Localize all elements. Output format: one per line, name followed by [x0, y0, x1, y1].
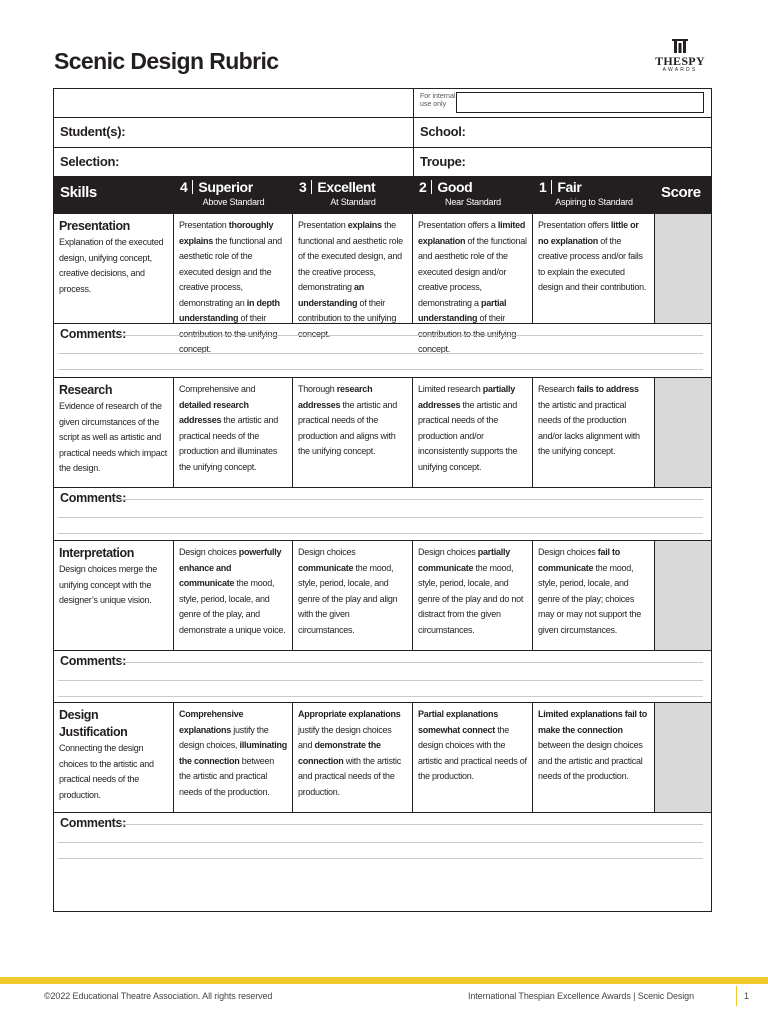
internal-row: [54, 89, 711, 118]
comments-design-justification[interactable]: [54, 812, 711, 911]
criteria-presentation-good: Presentation offers a limited explanation of the functional and aesthetic role of the executed design and/or creative process, demonstrating a partial understanding of their contribution to the unifying concept.: [418, 220, 527, 354]
comments-label: Comments:: [60, 816, 127, 830]
criteria-research-superior: Comprehensive and detailed research addresses the artistic and practical needs of the production and illuminates the unifying concept.: [179, 384, 279, 472]
selection-label: Selection:: [60, 154, 120, 169]
comments-research[interactable]: [54, 487, 711, 541]
criteria-presentation-excellent: Presentation explains the functional and aesthetic role of the executed design, and the creative process, demonstrating an understanding of their contribution to the unifying concept.: [298, 220, 403, 339]
footer-accent-bar: [0, 977, 768, 984]
criteria-presentation-superior: Presentation thoroughly explains the functional and aesthetic role of the executed design and the creative process, demonstrating an in depth understanding of their contribution to the unifying concept.: [179, 220, 282, 354]
skill-description: Evidence of research of the given circumstances of the script as well as artistic and practical needs which impact the design.: [59, 401, 168, 473]
skill-description: Connecting the design choices to the artistic and practical needs of the production.: [59, 743, 154, 800]
comments-presentation[interactable]: [54, 323, 711, 378]
criteria-interpretation-superior: Design choices powerfully enhance and communicate the mood, style, period, locale, and genre of the play, and demonstrate a unique voice.: [179, 547, 286, 635]
footer-separator: [736, 986, 737, 1006]
skill-description: Design choices merge the unifying concept with the designer’s unique vision.: [59, 564, 158, 605]
logo-subtitle: AWARDS: [662, 67, 698, 73]
criteria-design-justification-fair: Limited explanations fail to make the connection between the design choices and the artistic and practical needs of the production.: [538, 709, 648, 781]
level-header-excellent: 3 Excellent At Standard: [299, 179, 376, 207]
thespy-logo: [650, 38, 710, 80]
internal-use-field[interactable]: [456, 92, 704, 113]
logo-wordmark: THESPY: [655, 54, 705, 68]
comments-label: Comments:: [60, 327, 127, 341]
criteria-interpretation-fair: Design choices fail to communicate the mood, style, period, locale, and genre of the play; choices may or may not support the given circumstances.: [538, 547, 642, 635]
score-cell-interpretation[interactable]: [655, 541, 711, 650]
skill-name: Presentation: [59, 219, 130, 233]
skill-name: Interpretation: [59, 546, 134, 560]
criteria-research-good: Limited research partially addresses the artistic and practical needs of the production and/or inconsistently supports the unifying concept.: [418, 384, 518, 472]
column-header-bar: [54, 176, 711, 214]
criteria-research-fair: Research fails to address the artistic and practical needs of the production and/or lacks alignment with the unifying concept.: [538, 384, 640, 456]
skill-name: Research: [59, 383, 113, 397]
level-header-fair: 1 Fair Aspiring to Standard: [539, 179, 633, 207]
comments-label: Comments:: [60, 491, 127, 505]
criteria-design-justification-superior: Comprehensive explanations justify the design choices, illuminating the connection between the artistic and practical needs of the production.: [179, 709, 288, 797]
internal-use-label: For internal use only: [420, 93, 456, 108]
footer-copyright: ©2022 Educational Theatre Association. All rights reserved: [44, 991, 273, 1001]
criteria-interpretation-excellent: Design choices communicate the mood, style, period, locale, and genre of the play and align with the given circumstances.: [298, 547, 398, 635]
students-label: Student(s):: [60, 124, 126, 139]
rubric-table: [53, 88, 712, 912]
score-cell-presentation[interactable]: [655, 214, 711, 323]
skill-design-justification: [54, 703, 174, 812]
level-header-good: 2 Good Near Standard: [419, 179, 501, 207]
skill-description: Explanation of the executed design, unifying concept, creative decisions, and process.: [59, 237, 164, 294]
level-header-superior: 4 Superior Above Standard: [180, 179, 265, 207]
criteria-design-justification-excellent: Appropriate explanations justify the design choices and demonstrate the connection with the artistic and practical needs of the production.: [298, 709, 402, 797]
score-header: Score: [661, 184, 701, 201]
skill-name: Design Justification: [59, 708, 128, 739]
students-row: [54, 118, 711, 148]
criteria-design-justification-good: Partial explanations somewhat connect the design choices with the artistic and practical needs of the production.: [418, 709, 527, 781]
skills-header: Skills: [60, 184, 97, 201]
comments-label: Comments:: [60, 654, 127, 668]
page-title: Scenic Design Rubric: [54, 48, 279, 74]
criteria-interpretation-good: Design choices partially communicate the mood, style, period, locale, and genre of the play and do not distract from the given circumstances.: [418, 547, 524, 635]
comments-interpretation[interactable]: [54, 650, 711, 703]
skill-presentation: [54, 214, 174, 323]
troupe-label: Troupe:: [420, 154, 466, 169]
school-label: School:: [420, 124, 466, 139]
thespy-logo-icon: [671, 38, 689, 54]
criteria-presentation-fair: Presentation offers little or no explanation of the creative process and/or fails to explain the executed design and their contribution.: [538, 220, 647, 292]
selection-row: [54, 148, 711, 176]
skill-interpretation: [54, 541, 174, 650]
footer-program: International Thespian Excellence Awards | Scenic Design: [467, 991, 694, 1001]
score-cell-design-justification[interactable]: [655, 703, 711, 812]
score-cell-research[interactable]: [655, 378, 711, 487]
skill-research: [54, 378, 174, 487]
page-number: 1: [744, 991, 750, 1001]
criteria-research-excellent: Thorough research addresses the artistic and practical needs of the production and aligns with the unifying concept.: [298, 384, 398, 456]
